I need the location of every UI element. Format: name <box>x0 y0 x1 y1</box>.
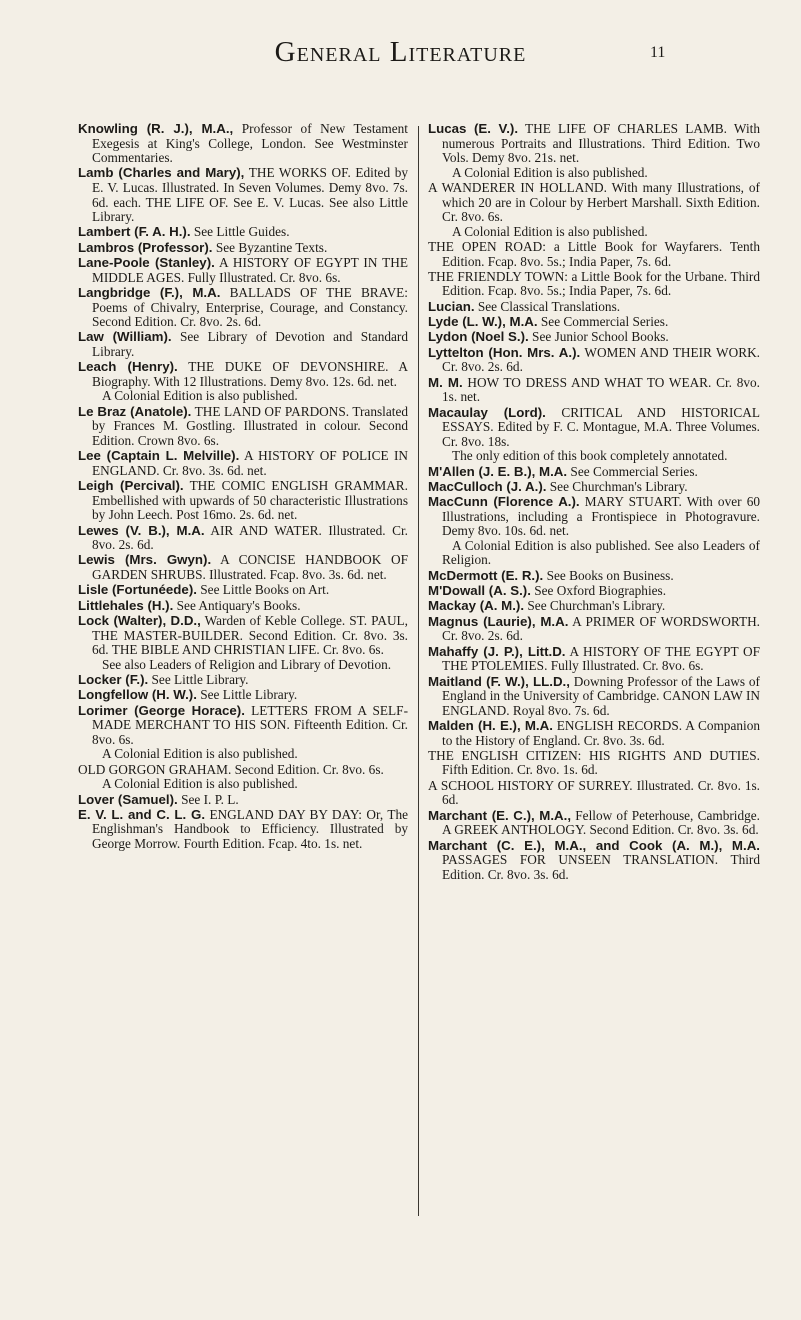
catalogue-entry <box>428 675 760 719</box>
catalogue-entry <box>428 465 760 480</box>
entry-note: A Colonial Edition is also published. <box>452 223 648 239</box>
catalogue-entry <box>78 614 408 672</box>
entry-description: A WANDERER IN HOLLAND. With many Illustrations, of which 20 are in Colour by Herbert Marshall. Sixth Edition. Cr. 8vo. 6s. <box>428 179 760 225</box>
catalogue-entry <box>428 779 760 808</box>
entry-note: A Colonial Edition is also published. <box>102 746 298 762</box>
entry-description: A HISTORY OF EGYPT IN THE MIDDLE AGES. Fully Illustrated. Cr. 8vo. 6s. <box>92 255 408 285</box>
entry-description: See Oxford Biographies. <box>534 583 667 599</box>
entry-description: WOMEN AND THEIR WORK. Cr. 8vo. 2s. 6d. <box>442 344 760 375</box>
entry-author: Lane-Poole (Stanley). <box>78 255 215 271</box>
running-header <box>0 0 801 90</box>
entry-description: See Commercial Series. <box>540 314 669 330</box>
catalogue-entry <box>78 256 408 285</box>
entry-description: See Churchman's Library. <box>549 478 688 494</box>
entry-author: M'Dowall (A. S.). <box>428 583 531 599</box>
catalogue-entry <box>428 809 760 838</box>
entry-description: See Antiquary's Books. <box>176 597 301 613</box>
entry-description: A PRIMER OF WORDSWORTH. Cr. 8vo. 2s. 6d. <box>442 613 760 644</box>
catalogue-entry <box>428 300 760 315</box>
entry-author: Lyde (L. W.), M.A. <box>428 314 538 330</box>
page-number: 11 <box>650 44 666 61</box>
entry-author: Lover (Samuel). <box>78 791 178 807</box>
entry-description: THE COMIC ENGLISH GRAMMAR. Embellished with upwards of 50 characteristic Illustrations by John Leech. Post 16mo. 2s. 6d. net. <box>92 478 408 523</box>
entry-description: See Churchman's Library. <box>527 598 666 614</box>
entry-author: McDermott (E. R.). <box>428 567 544 583</box>
entry-description: ENGLAND DAY BY DAY: Or, The Englishman's Handbook to Efficiency. Illustrated by George Morrow. Fourth Edition. Fcap. 4to. 1s. net. <box>92 806 409 851</box>
entry-author: Lorimer (George Horace). <box>78 702 245 718</box>
entry-description: A HISTORY OF THE EGYPT OF THE PTOLEMIES. Fully Illustrated. Cr. 8vo. 6s. <box>442 643 760 674</box>
entry-description: ENGLISH RECORDS. A Companion to the History of England. Cr. 8vo. 3s. 6d. <box>442 718 760 748</box>
entry-author: Law (William). <box>78 329 172 345</box>
catalogue-entry <box>428 181 760 239</box>
entry-author: Macaulay (Lord). <box>428 404 546 420</box>
entry-author: Langbridge (F.), M.A. <box>78 285 221 300</box>
entry-description: BALLADS OF THE BRAVE: Poems of Chivalry, Enterprise, Courage, and Constancy. Second Edition. Cr. 8vo. 2s. 6d. <box>92 285 408 330</box>
catalogue-entry <box>428 569 760 584</box>
entry-description: See Little Library. <box>200 687 298 703</box>
entry-description: MARY STUART. With over 60 Illustrations, including a Frontispiece in Photogravure. Demy 8vo. 10s. 6d. net. <box>442 494 760 539</box>
entry-description: Fellow of Peterhouse, Cambridge. A GREEK ANTHOLOGY. Second Edition. Cr. 8vo. 3s. 6d. <box>442 807 760 838</box>
entry-author: Lock (Walter), D.D., <box>78 613 201 628</box>
entry-description: A CONCISE HANDBOOK OF GARDEN SHRUBS. Illustrated. Fcap. 8vo. 3s. 6d. net. <box>92 552 408 582</box>
entry-description: PASSAGES FOR UNSEEN TRANSLATION. Third Edition. Cr. 8vo. 3s. 6d. <box>442 852 760 882</box>
entry-author: Malden (H. E.), M.A. <box>428 718 553 734</box>
entry-author: Lisle (Fortunéede). <box>78 582 197 598</box>
catalogue-entry <box>428 406 760 464</box>
catalogue-entry <box>78 286 408 330</box>
entry-note: A Colonial Edition is also published. <box>102 388 298 404</box>
catalogue-entry <box>428 376 760 405</box>
entry-description: Professor of New Testament Exegesis at King's College, London. See Westminster Commentaries. <box>92 121 409 166</box>
page-title: General Literature <box>274 36 527 68</box>
entry-description: OLD GORGON GRAHAM. Second Edition. Cr. 8vo. 6s. <box>78 761 384 777</box>
entry-author: M. M. <box>428 374 463 390</box>
entry-author: Marchant (E. C.), M.A., <box>428 807 572 823</box>
catalogue-entry <box>78 405 408 449</box>
catalogue-entry <box>428 645 760 674</box>
entry-description: LETTERS FROM A SELF-MADE MERCHANT TO HIS SON. Fifteenth Edition. Cr. 8vo. 6s. <box>92 702 408 747</box>
catalogue-entry <box>428 749 760 778</box>
entry-note: A Colonial Edition is also published. <box>452 164 648 180</box>
entry-author: Le Braz (Anatole). <box>78 403 192 419</box>
entry-author: MacCunn (Florence A.). <box>428 494 580 510</box>
entry-note: A Colonial Edition is also published. <box>102 776 298 792</box>
entry-author: Marchant (C. E.), M.A., and Cook (A. M.), M.A. <box>428 837 760 853</box>
catalogue-entry <box>78 241 408 256</box>
entry-description: See Junior School Books. <box>532 329 669 345</box>
catalogue-entry <box>428 584 760 599</box>
entry-description: THE DUKE OF DEVONSHIRE. A Biography. With 12 Illustrations. Demy 8vo. 12s. 6d. net. <box>92 359 408 389</box>
entry-author: Lee (Captain L. Melville). <box>78 448 240 464</box>
entry-description: See I. P. L. <box>181 791 239 807</box>
catalogue-entry <box>78 763 408 792</box>
entry-description: THE ENGLISH CITIZEN: HIS RIGHTS AND DUTIES. Fifth Edition. Cr. 8vo. 1s. 6d. <box>428 747 760 778</box>
entry-description: A HISTORY OF POLICE IN ENGLAND. Cr. 8vo. 3s. 6d. net. <box>92 448 408 478</box>
entry-description: See Byzantine Texts. <box>215 239 328 255</box>
catalogue-entry <box>78 166 408 224</box>
entry-author: Locker (F.). <box>78 671 149 687</box>
entry-author: Mahaffy (J. P.), Litt.D. <box>428 643 566 659</box>
entry-author: Lambert (F. A. H.). <box>78 224 191 240</box>
catalogue-entry <box>428 315 760 330</box>
catalogue-entry <box>78 688 408 703</box>
entry-description: A SCHOOL HISTORY OF SURREY. Illustrated. Cr. 8vo. 1s. 6d. <box>428 777 760 808</box>
entry-description: Downing Professor of the Laws of England in the University of Cambridge. CANON LAW IN ENGLAND. Royal 8vo. 7s. 6d. <box>442 673 760 718</box>
catalogue-entry <box>78 449 408 478</box>
right-column <box>428 122 760 883</box>
catalogue-entry <box>428 495 760 568</box>
entry-author: Maitland (F. W.), LL.D., <box>428 673 570 689</box>
catalogue-entry <box>428 270 760 299</box>
catalogue-entry <box>78 808 408 852</box>
entry-description: AIR AND WATER. Illustrated. Cr. 8vo. 2s. 6d. <box>92 522 409 553</box>
entry-author: MacCulloch (J. A.). <box>428 478 547 494</box>
entry-author: Littlehales (H.). <box>78 597 174 613</box>
catalogue-entry <box>78 479 408 523</box>
catalogue-entry <box>78 330 408 359</box>
entry-note: See also Leaders of Religion and Library of Devotion. <box>102 656 392 672</box>
catalogue-entry <box>428 719 760 748</box>
entry-author: Lambros (Professor). <box>78 239 213 255</box>
entry-note: A Colonial Edition is also published. See also Leaders of Religion. <box>442 537 760 568</box>
catalogue-entry <box>428 240 760 269</box>
entry-note: The only edition of this book completely annotated. <box>452 448 728 464</box>
catalogue-entry <box>428 599 760 614</box>
entry-author: Knowling (R. J.), M.A., <box>78 121 234 136</box>
entry-author: M'Allen (J. E. B.), M.A. <box>428 463 568 479</box>
entry-description: See Commercial Series. <box>570 463 698 479</box>
entry-author: Longfellow (H. W.). <box>78 687 197 703</box>
entry-author: Lamb (Charles and Mary), <box>78 165 245 181</box>
catalogue-entry <box>428 480 760 495</box>
column-divider <box>418 126 419 1216</box>
catalogue-entry <box>78 360 408 404</box>
entry-description: See Library of Devotion and Standard Library. <box>92 329 408 359</box>
entry-description: THE FRIENDLY TOWN: a Little Book for the Urbane. Third Edition. Fcap. 8vo. 5s.; India Paper, 7s. 6d. <box>428 268 760 299</box>
entry-description: See Little Library. <box>151 671 249 687</box>
entry-author: Magnus (Laurie), M.A. <box>428 613 569 629</box>
catalogue-entry <box>78 704 408 762</box>
catalogue-entry <box>78 599 408 614</box>
catalogue-entry <box>78 122 408 166</box>
entry-author: Leigh (Percival). <box>78 478 184 494</box>
entry-description: See Little Guides. <box>193 224 290 240</box>
entry-author: Lewes (V. B.), M.A. <box>78 522 205 538</box>
entry-description: See Little Books on Art. <box>200 582 330 598</box>
entry-author: Lucian. <box>428 298 475 314</box>
catalogue-entry <box>428 122 760 180</box>
entry-description: See Books on Business. <box>546 567 674 583</box>
entry-description: THE LAND OF PARDONS. Translated by Frances M. Gostling. Illustrated in colour. Second Edition. Crown 8vo. 6s. <box>92 403 408 448</box>
entry-author: Leach (Henry). <box>78 359 178 375</box>
entry-description: THE OPEN ROAD: a Little Book for Wayfarers. Tenth Edition. Fcap. 8vo. 5s.; India Paper, 7s. 6d. <box>428 238 760 269</box>
entry-author: Mackay (A. M.). <box>428 598 525 614</box>
left-column <box>78 122 408 852</box>
catalogue-entry <box>78 524 408 553</box>
catalogue-entry <box>78 553 408 582</box>
entry-author: Lydon (Noel S.). <box>428 329 529 345</box>
catalogue-entry <box>78 583 408 598</box>
entry-description: THE LIFE OF CHARLES LAMB. With numerous Portraits and Illustrations. Third Edition. Two Vols. Demy 8vo. 21s. net. <box>442 121 760 166</box>
entry-author: Lucas (E. V.). <box>428 121 519 136</box>
catalogue-entry <box>78 673 408 688</box>
entry-author: Lyttelton (Hon. Mrs. A.). <box>428 344 581 360</box>
catalogue-entry <box>428 346 760 375</box>
entry-description: Warden of Keble College. ST. PAUL, THE MASTER-BUILDER. Second Edition. Cr. 8vo. 3s. 6d. THE BIBLE AND CHRISTIAN LIFE. Cr. 8vo. 6s. <box>92 613 408 658</box>
entry-description: CRITICAL AND HISTORICAL ESSAYS. Edited by F. C. Montague, M.A. Three Volumes. Cr. 8vo. 18s. <box>442 404 761 449</box>
entry-description: HOW TO DRESS AND WHAT TO WEAR. Cr. 8vo. 1s. net. <box>442 374 760 405</box>
catalogue-entry <box>78 793 408 808</box>
catalogue-entry <box>428 615 760 644</box>
entry-description: See Classical Translations. <box>477 298 621 314</box>
entry-description: THE WORKS OF. Edited by E. V. Lucas. Illustrated. In Seven Volumes. Demy 8vo. 7s. 6d. each. THE LIFE OF. See E. V. Lucas. See also Little Library. <box>92 165 408 225</box>
catalogue-entry <box>428 330 760 345</box>
catalogue-entry <box>78 225 408 240</box>
catalogue-entry <box>428 839 760 883</box>
entry-author: E. V. L. and C. L. G. <box>78 806 206 822</box>
entry-author: Lewis (Mrs. Gwyn). <box>78 552 212 568</box>
